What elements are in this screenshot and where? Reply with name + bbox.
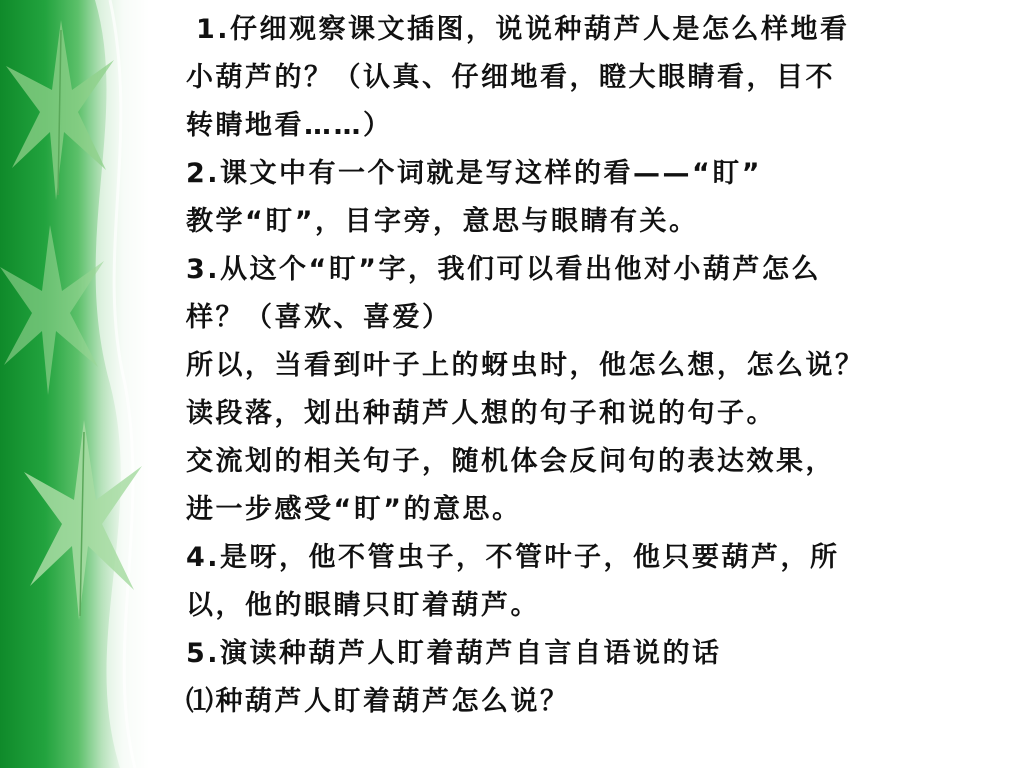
text-line: 1.仔细观察课文插图，说说种葫芦人是怎么样地看: [196, 14, 850, 45]
text-line: 5.演读种葫芦人盯着葫芦自言自语说的话: [186, 638, 722, 669]
text-line: 交流划的相关句子，随机体会反问句的表达效果，: [186, 446, 835, 477]
text-line: 以，他的眼睛只盯着葫芦。: [186, 590, 540, 621]
text-line: 样？（喜欢、喜爱）: [186, 302, 452, 333]
slide-text-block: [186, 6, 1006, 726]
leaf-icon: [24, 420, 144, 620]
text-line: ⑴种葫芦人盯着葫芦怎么说？: [186, 686, 570, 717]
leaf-icon: [6, 20, 116, 200]
text-line: 小葫芦的？（认真、仔细地看，瞪大眼睛看，目不: [186, 62, 835, 93]
text-line: 转睛地看……）: [186, 110, 393, 141]
text-line: 所以，当看到叶子上的蚜虫时，他怎么想，怎么说？: [186, 350, 865, 381]
leaf-icon: [0, 225, 110, 395]
text-line: 3.从这个“盯”字，我们可以看出他对小葫芦怎么: [186, 254, 822, 285]
text-line: 读段落，划出种葫芦人想的句子和说的句子。: [186, 398, 776, 429]
decorative-sidebar: [0, 0, 150, 768]
text-line: 进一步感受“盯”的意思。: [186, 494, 522, 525]
text-line: 教学“盯”，目字旁，意思与眼睛有关。: [186, 206, 699, 237]
text-line: 4.是呀，他不管虫子，不管叶子，他只要葫芦，所: [186, 542, 840, 573]
text-line: 2.课文中有一个词就是写这样的看——“盯”: [186, 158, 763, 189]
